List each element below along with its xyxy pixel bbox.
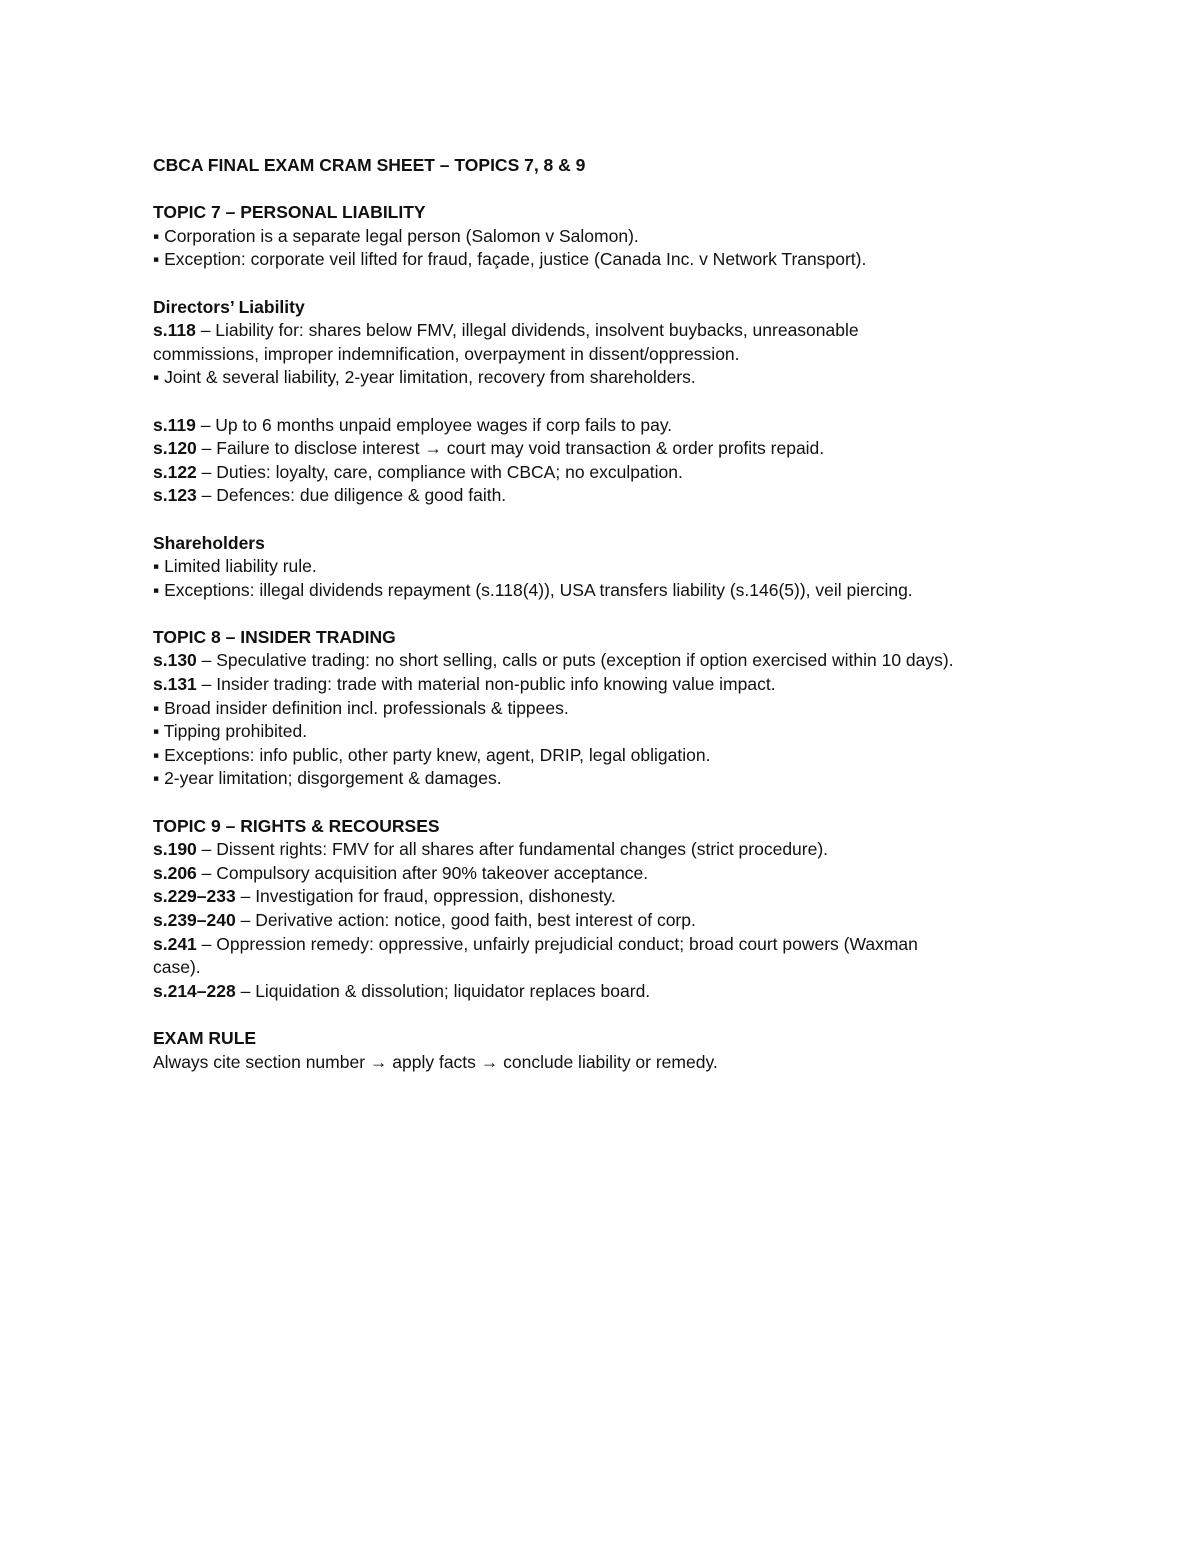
section-text: – Duties: loyalty, care, compliance with CBCA; no exculpation. bbox=[196, 461, 683, 482]
section-text: – Failure to disclose interest → court may void transaction & order profits repaid. bbox=[196, 438, 825, 459]
section-text: – Liability for: shares below FMV, illegal dividends, insolvent buybacks, unreasonable bbox=[195, 320, 859, 341]
topic-7-bullet-2: ▪ Exception: corporate veil lifted for fraud, façade, justice (Canada Inc. v Network Transport). bbox=[153, 249, 867, 270]
exam-rule-heading: EXAM RULE bbox=[153, 1027, 257, 1048]
s118-line-2: commissions, improper indemnification, overpayment in dissent/oppression. bbox=[153, 343, 740, 364]
section-ref: s.190 bbox=[153, 839, 197, 860]
section-ref: s.130 bbox=[153, 650, 197, 671]
section-ref: s.214–228 bbox=[153, 980, 236, 1001]
topic-8-bullet-2: ▪ Tipping prohibited. bbox=[153, 721, 308, 742]
section-ref: s.131 bbox=[153, 674, 197, 695]
spacer bbox=[153, 791, 1153, 815]
s118-line-1 bbox=[153, 319, 1153, 343]
s239-line bbox=[153, 909, 1153, 933]
section-text: – Oppression remedy: oppressive, unfairly prejudicial conduct; broad court powers (Waxman bbox=[196, 933, 918, 954]
s122-line bbox=[153, 461, 1153, 485]
s118-bullet: ▪ Joint & several liability, 2-year limitation, recovery from shareholders. bbox=[153, 367, 696, 388]
s130-line bbox=[153, 649, 1153, 673]
spacer bbox=[153, 508, 1153, 532]
s206-line bbox=[153, 862, 1153, 886]
topic-8-heading: TOPIC 8 – INSIDER TRADING bbox=[153, 626, 396, 647]
exam-rule-text: Always cite section number → apply facts → conclude liability or remedy. bbox=[153, 1051, 718, 1072]
section-text: – Up to 6 months unpaid employee wages if corp fails to pay. bbox=[195, 414, 673, 435]
s190-line bbox=[153, 838, 1153, 862]
topic-7-heading: TOPIC 7 – PERSONAL LIABILITY bbox=[153, 202, 426, 223]
s123-line bbox=[153, 484, 1153, 508]
section-text: – Dissent rights: FMV for all shares after fundamental changes (strict procedure). bbox=[196, 839, 829, 860]
s120-line bbox=[153, 437, 1153, 461]
section-text: – Derivative action: notice, good faith, best interest of corp. bbox=[235, 910, 696, 930]
section-text: – Investigation for fraud, oppression, dishonesty. bbox=[235, 886, 616, 907]
directors-liability-heading: Directors’ Liability bbox=[153, 296, 305, 317]
s229-line bbox=[153, 885, 1153, 909]
topic-8-bullet-4: ▪ 2-year limitation; disgorgement & damages. bbox=[153, 768, 502, 789]
section-ref: s.120 bbox=[153, 438, 197, 459]
section-ref: s.118 bbox=[153, 320, 196, 341]
section-ref: s.239–240 bbox=[153, 910, 236, 930]
section-ref: s.229–233 bbox=[153, 886, 236, 907]
section-ref: s.123 bbox=[153, 485, 197, 506]
section-text: – Insider trading: trade with material non-public info knowing value impact. bbox=[196, 674, 776, 695]
section-text: – Defences: due diligence & good faith. bbox=[196, 485, 507, 506]
section-ref: s.119 bbox=[153, 414, 196, 435]
s241-line-2: case). bbox=[153, 957, 201, 978]
topic-8-bullet-3: ▪ Exceptions: info public, other party knew, agent, DRIP, legal obligation. bbox=[153, 744, 711, 765]
spacer bbox=[153, 602, 1153, 626]
document-page bbox=[153, 154, 1153, 1074]
section-ref: s.122 bbox=[153, 461, 197, 482]
document-title: CBCA FINAL EXAM CRAM SHEET – TOPICS 7, 8 & 9 bbox=[153, 155, 586, 175]
s119-line bbox=[153, 414, 1153, 438]
topic-9-heading: TOPIC 9 – RIGHTS & RECOURSES bbox=[153, 815, 440, 836]
shareholders-heading: Shareholders bbox=[153, 532, 265, 553]
shareholders-bullet-1: ▪ Limited liability rule. bbox=[153, 556, 317, 577]
s241-line-1 bbox=[153, 933, 1153, 957]
spacer bbox=[153, 272, 1153, 296]
spacer bbox=[153, 1003, 1153, 1027]
section-text: – Liquidation & dissolution; liquidator replaces board. bbox=[235, 980, 651, 1001]
section-ref: s.241 bbox=[153, 933, 197, 954]
section-text: – Compulsory acquisition after 90% takeover acceptance. bbox=[196, 862, 649, 883]
section-ref: s.206 bbox=[153, 862, 197, 883]
spacer bbox=[153, 390, 1153, 414]
spacer bbox=[153, 178, 1153, 202]
topic-8-bullet-1: ▪ Broad insider definition incl. professionals & tippees. bbox=[153, 697, 569, 718]
topic-7-bullet-1: ▪ Corporation is a separate legal person (Salomon v Salomon). bbox=[153, 225, 639, 246]
s131-line bbox=[153, 673, 1153, 697]
s214-line bbox=[153, 980, 1153, 1004]
section-text: – Speculative trading: no short selling, calls or puts (exception if option exercised within 10 days). bbox=[196, 650, 954, 671]
shareholders-bullet-2: ▪ Exceptions: illegal dividends repayment (s.118(4)), USA transfers liability (s.146(5)), veil piercing. bbox=[153, 579, 913, 600]
